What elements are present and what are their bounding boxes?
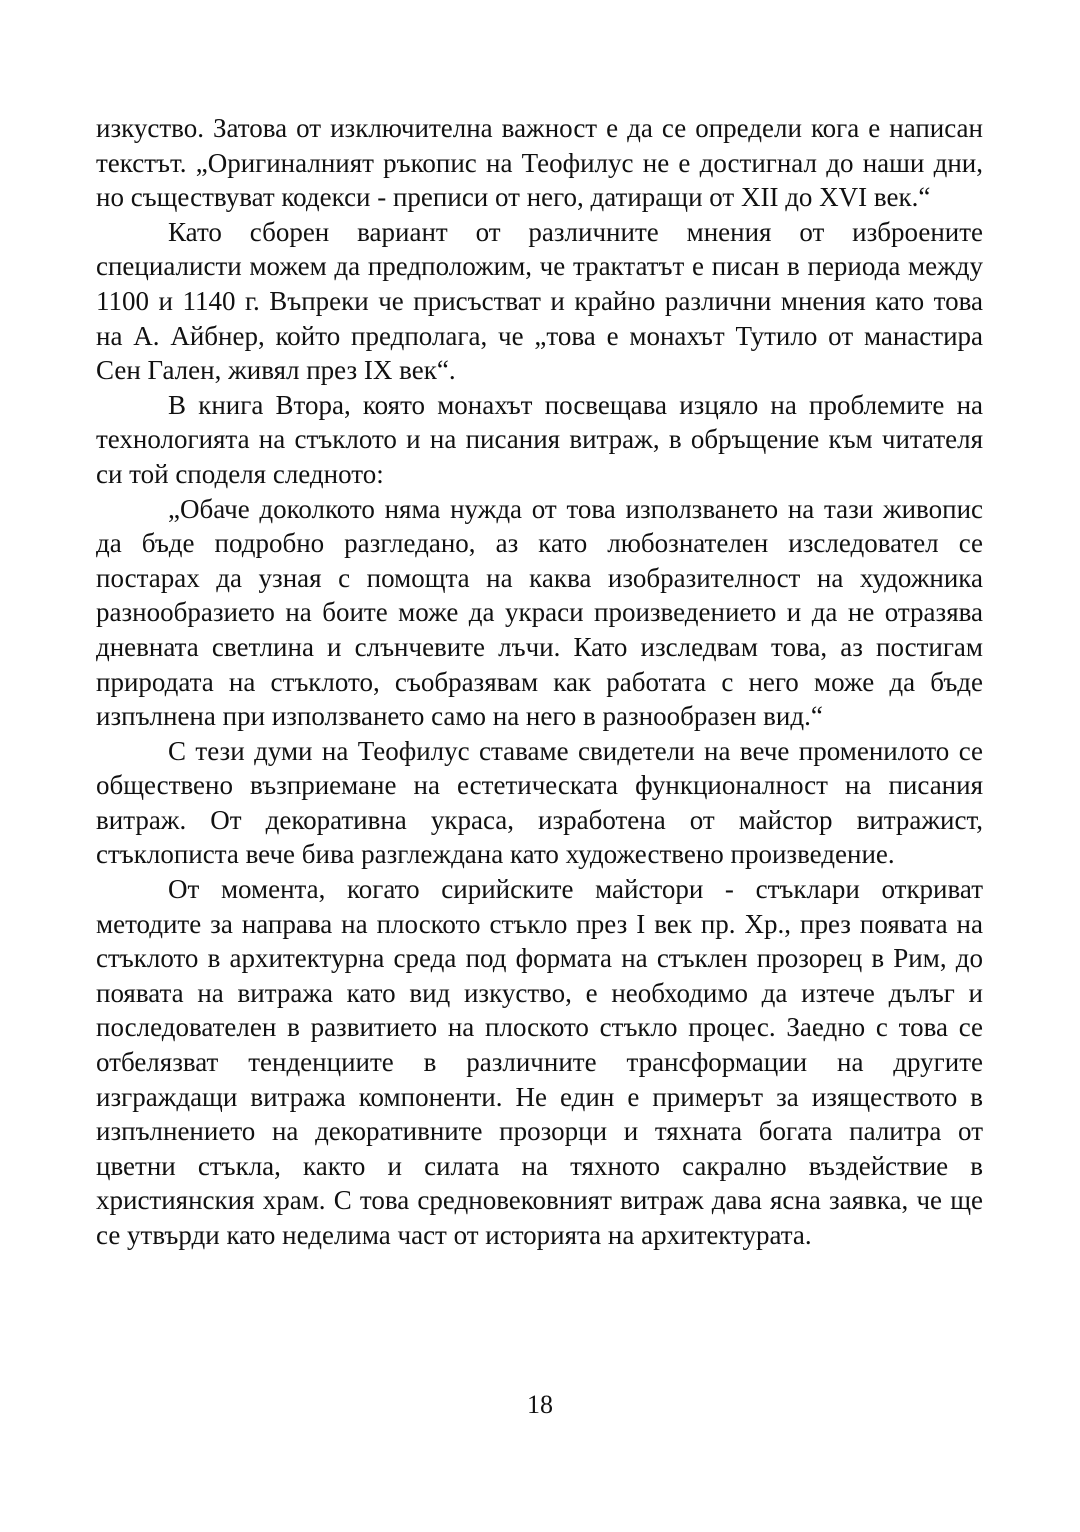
paragraph-3: В книга Втора, която монахът посвещава изцяло на проблемите на технологията на стъклото и на писания витраж, в обръщение към читателя си той споделя следното: — [96, 389, 983, 489]
paragraph-5: С тези думи на Теофилус ставаме свидетели на вече променилото се обществено възприемане на естетическата функционалност на писания витраж. От декоративна украса, изработена от майстор витражист, стъклописта вече бива разглеждана като художествено произведение. — [96, 735, 983, 870]
paragraph-6: От момента, когато сирийските майстори - стъклари откриват методите за направа на плоското стъкло през I век пр. Хр., през появата на стъклото в архитектурна среда под формата на стъклен прозорец в Рим, до появата на витража като вид изкуство, е необходимо да изтече дълъг и последователен в развитието на плоското стъкло процес. Заедно с това се отбелязват тенденциите в различните трансформации на другите изграждащи витража компоненти. Не един е примерът за изяществото в изпълнението на декоративните прозорци и тяхната богата палитра от цветни стъкла, както и силата на тяхното сакрално въздействие в християнския храм. С това средновековният витраж дава ясна заявка, че ще се утвърди като неделима част от историята на архитектурата. — [96, 874, 983, 1250]
page-number: 18 — [527, 1390, 553, 1419]
quote-paragraph: „Обаче доколкото няма нужда от това използването на тази живопис да бъде подробно разгледано, аз като любознателен изследовател се постарах да узная с помощта на каква изобразителност на художника разнообразието на боите може да украси произведението и да не отразява дневната светлина и слънчевите лъчи. Като изследвам това, аз постигам природата на стъклото, съобразявам как работата с него може да бъде изпълнена при използването само на него в разнообразен вид.“ — [96, 493, 983, 732]
paragraph-2: Като сборен вариант от различните мнения от изброените специалисти можем да предположим, че трактатът е писан в периода между 1100 и 1140 г. Въпреки че присъстват и крайно различни мнения като това на А. Айбнер, който предполага, че „това е монахът Тутило от манастира Сен Гален, живял през IX век“. — [96, 216, 983, 386]
paragraph-1: изкуство. Затова от изключителна важност е да се определи кога е написан текстът. „Оригиналният ръкопис на Теофилус не е достигнал до наши дни, но съществуват кодекси - преписи от него, датиращи от XII до XVI век.“ — [96, 113, 983, 213]
text-body — [96, 111, 983, 1253]
